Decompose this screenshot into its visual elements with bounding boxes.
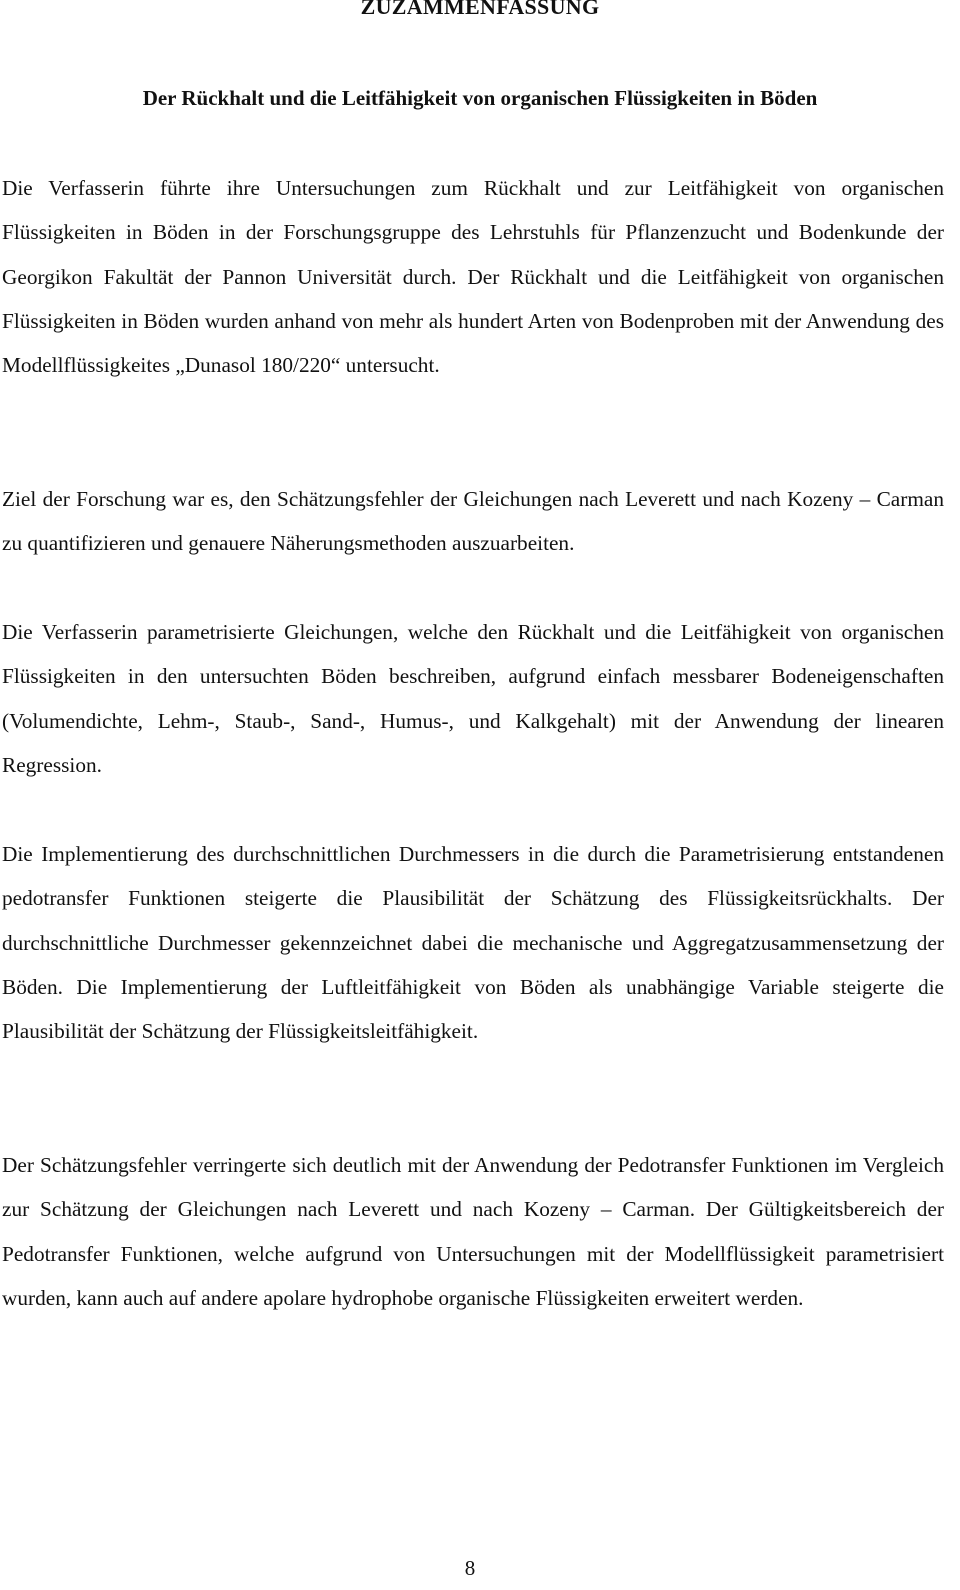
- paragraph-4: Die Implementierung des durchschnittlichen Durchmessers in die durch die Parametrisierung entstandenen pedotransfer Funktionen steigerte die Plausibilität der Schätzung des Flüssigkeitsrückhalts. Der durchschnittliche Durchmesser gekennzeichnet dabei die mechanische und Aggregatzusammensetzung der Böden. Die Implementierung der Luftleitfähigkeit von Böden als unabhängige Variable steigerte die Plausibilität der Schätzung der Flüssigkeitsleitfähigkeit.: [2, 842, 944, 1044]
- paragraph-1: Die Verfasserin führte ihre Untersuchungen zum Rückhalt und zur Leitfähigkeit von organischen Flüssigkeiten in Böden in der Forschungsgruppe des Lehrstuhls für Pflanzenzucht und Bodenkunde der Georgikon Fakultät der Pannon Universität durch. Der Rückhalt und die Leitfähigkeit von organischen Flüssigkeiten in Böden wurden anhand von mehr als hundert Arten von Bodenproben mit der Anwendung des Modellflüssigkeites „Dunasol 180/220“ untersucht.: [2, 176, 944, 378]
- page-number: 8: [464, 1556, 476, 1580]
- paragraph-3: Die Verfasserin parametrisierte Gleichungen, welche den Rückhalt und die Leitfähigkeit von organischen Flüssigkeiten in den untersuchten Böden beschreiben, aufgrund einfach messbarer Bodeneigenschaften (Volumendichte, Lehm-, Staub-, Sand-, Humus-, und Kalkgehalt) mit der Anwendung der linearen Regression.: [2, 620, 944, 777]
- paragraph-5: Der Schätzungsfehler verringerte sich deutlich mit der Anwendung der Pedotransfer Funktionen im Vergleich zur Schätzung der Gleichungen nach Leverett und nach Kozeny – Carman. Der Gültigkeitsbereich der Pedotransfer Funktionen, welche aufgrund von Untersuchungen mit der Modellflüssigkeit parametrisiert wurden, kann auch auf andere apolare hydrophobe organische Flüssigkeiten erweitert werden.: [2, 1153, 944, 1310]
- page-title: ZUZAMMENFASSUNG: [360, 0, 600, 19]
- page-subtitle: Der Rückhalt und die Leitfähigkeit von organischen Flüssigkeiten in Böden: [142, 86, 818, 110]
- paragraph-2: Ziel der Forschung war es, den Schätzungsfehler der Gleichungen nach Leverett und nach Kozeny – Carman zu quantifizieren und genauere Näherungsmethoden auszuarbeiten.: [2, 487, 944, 556]
